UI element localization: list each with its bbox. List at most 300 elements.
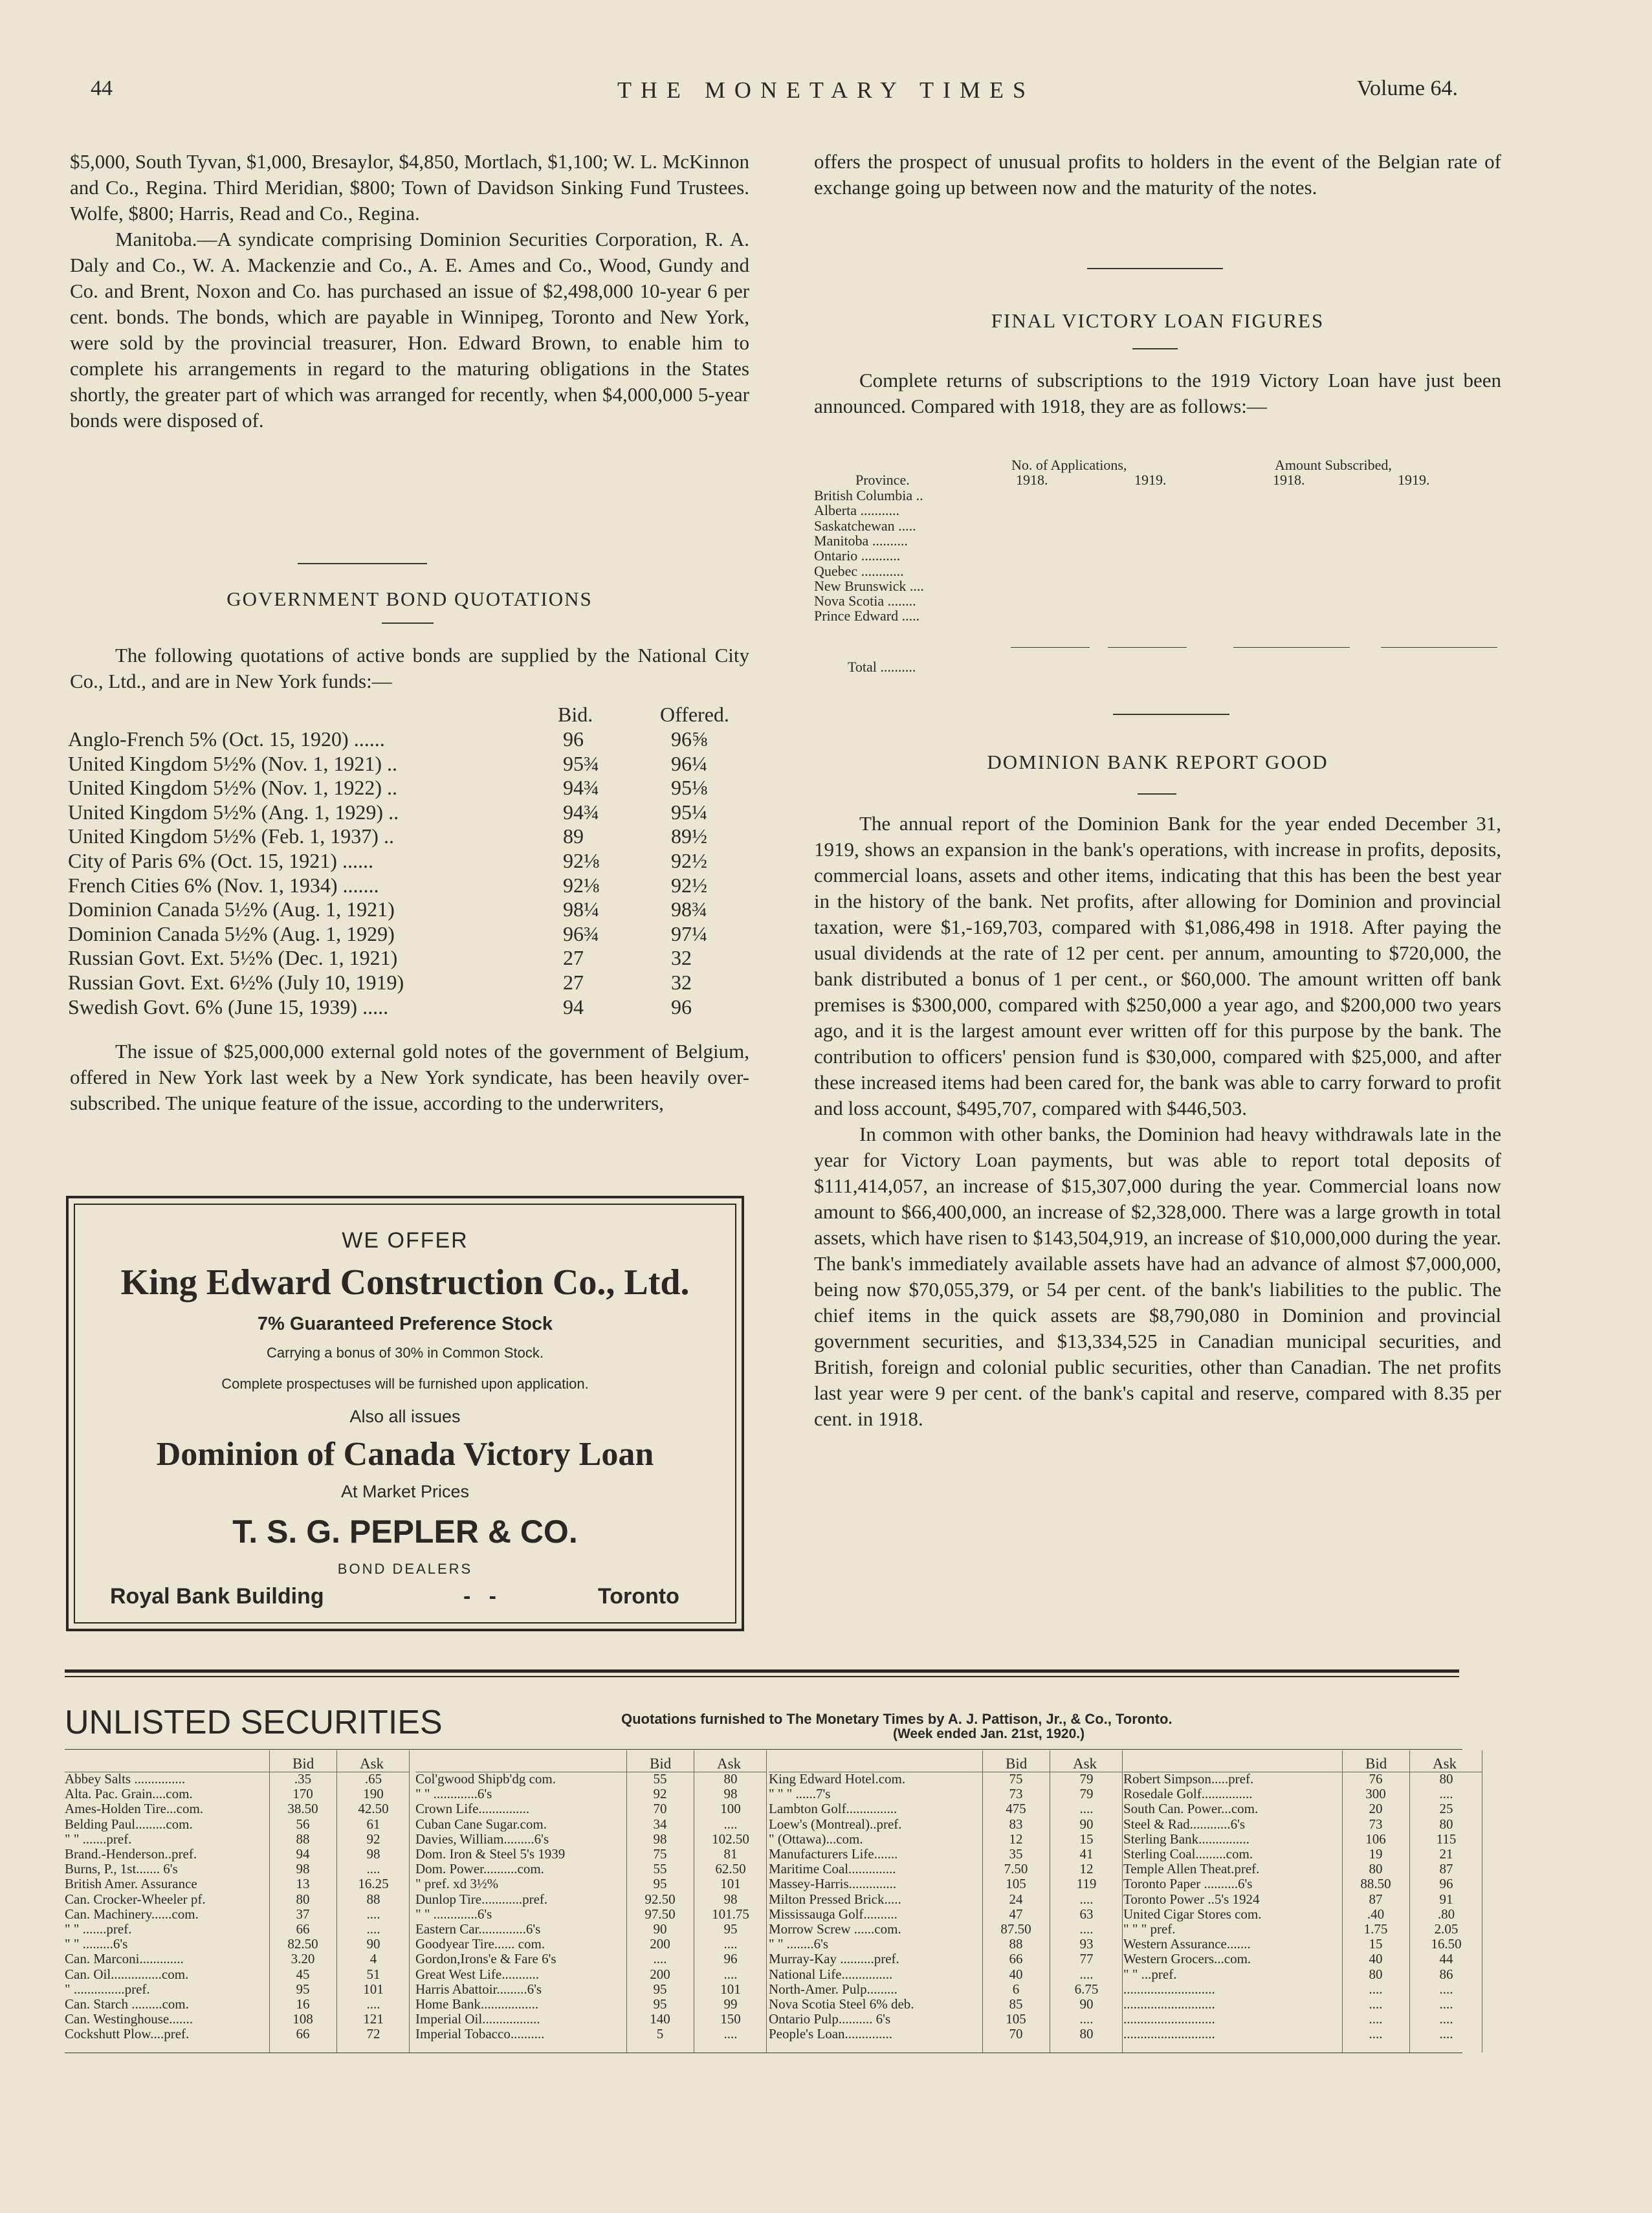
- security-name: Can. Starch .........com.: [65, 1996, 189, 2012]
- security-ask: ....: [1079, 1921, 1094, 1937]
- bond-name: Dominion Canada 5½% (Aug. 1, 1929): [68, 921, 395, 945]
- left-column-text: [70, 149, 749, 434]
- bond-offered: 95¼: [671, 800, 707, 824]
- security-ask: ....: [1439, 1996, 1453, 2012]
- bond-name: French Cities 6% (Nov. 1, 1934) .......: [68, 873, 379, 897]
- security-name: British Amer. Assurance: [65, 1876, 197, 1892]
- security-ask: 96: [1439, 1876, 1453, 1892]
- security-name: " " .............6's: [415, 1786, 492, 1802]
- security-bid: 83: [1009, 1816, 1023, 1832]
- security-name: ...........................: [1123, 1996, 1215, 2012]
- security-name: Loew's (Montreal)..pref.: [769, 1816, 902, 1832]
- security-name: Crown Life...............: [415, 1801, 530, 1817]
- section-heading: FINAL VICTORY LOAN FIGURES: [991, 309, 1325, 332]
- security-ask: ....: [723, 1936, 738, 1952]
- security-bid: 24: [1009, 1891, 1023, 1907]
- ask-column-header: Ask: [360, 1756, 384, 1772]
- column-rule: [409, 1750, 410, 2053]
- security-bid: 6: [1012, 1981, 1020, 1997]
- security-bid: 92: [653, 1786, 667, 1802]
- security-bid: 75: [653, 1846, 667, 1862]
- security-ask: 101: [720, 1981, 741, 1997]
- security-name: United Cigar Stores com.: [1123, 1906, 1262, 1922]
- ad-loan: Dominion of Canada Victory Loan: [156, 1436, 654, 1473]
- security-ask: 121: [363, 2011, 384, 2027]
- security-bid: 35: [1009, 1846, 1023, 1862]
- bond-bid: 92⅛: [563, 849, 599, 872]
- security-ask: 2.05: [1434, 1921, 1459, 1937]
- bond-name: United Kingdom 5½% (Nov. 1, 1921) ..: [68, 751, 397, 775]
- column-rule: [766, 1750, 767, 2053]
- section-rule: [65, 1669, 1459, 1673]
- security-name: " " " ......7's: [769, 1786, 831, 1802]
- province-name: Saskatchewan .....: [814, 517, 916, 534]
- divider: [1087, 268, 1223, 269]
- security-name: Alta. Pac. Grain....com.: [65, 1786, 193, 1802]
- security-ask: 12: [1079, 1861, 1094, 1877]
- security-ask: 16.50: [1431, 1936, 1462, 1952]
- security-bid: ....: [1369, 1981, 1383, 1997]
- ad-dash: - -: [463, 1584, 496, 1609]
- security-bid: 19: [1369, 1846, 1383, 1862]
- bid-column-header: Bid: [1365, 1756, 1387, 1772]
- security-bid: 80: [296, 1891, 310, 1907]
- section-heading: GOVERNMENT BOND QUOTATIONS: [226, 588, 593, 610]
- security-ask: 190: [363, 1786, 384, 1802]
- security-name: Belding Paul.........com.: [65, 1816, 193, 1832]
- security-bid: 87.50: [1000, 1921, 1031, 1937]
- bond-offered: 96¼: [671, 751, 707, 775]
- bond-offered: 98¾: [671, 897, 707, 921]
- unlisted-source: Quotations furnished to The Monetary Times by A. J. Pattison, Jr., & Co., Toronto.: [621, 1711, 1173, 1727]
- security-ask: 115: [1436, 1831, 1457, 1847]
- security-ask: 79: [1079, 1771, 1094, 1787]
- security-name: Cuban Cane Sugar.com.: [415, 1816, 547, 1832]
- year-header: 1919.: [1134, 472, 1167, 488]
- security-name: " " .........6's: [65, 1936, 128, 1952]
- ad-stock: 7% Guaranteed Preference Stock: [257, 1314, 553, 1334]
- security-bid: .40: [1367, 1906, 1385, 1922]
- security-bid: 90: [653, 1921, 667, 1937]
- security-bid: 87: [1369, 1891, 1383, 1907]
- security-name: Can. Westinghouse.......: [65, 2011, 193, 2027]
- year-header: 1918.: [1273, 472, 1305, 488]
- security-bid: 200: [650, 1966, 670, 1982]
- security-bid: 34: [653, 1816, 667, 1832]
- bond-name: United Kingdom 5½% (Feb. 1, 1937) ..: [68, 824, 394, 848]
- section-heading: DOMINION BANK REPORT GOOD: [987, 751, 1328, 773]
- security-name: Can. Crocker-Wheeler pf.: [65, 1891, 206, 1907]
- security-bid: 97.50: [644, 1906, 676, 1922]
- ask-column-header: Ask: [717, 1756, 742, 1772]
- security-bid: 45: [296, 1966, 310, 1982]
- security-name: " " .......pref.: [65, 1921, 132, 1937]
- column-rule: [1342, 1750, 1343, 2053]
- security-ask: 90: [1079, 1996, 1094, 2012]
- security-name: Temple Allen Theat.pref.: [1123, 1861, 1260, 1877]
- security-bid: 475: [1006, 1801, 1026, 1817]
- security-bid: 95: [653, 1876, 667, 1892]
- security-ask: 81: [723, 1846, 738, 1862]
- province-name: New Brunswick ....: [814, 577, 924, 594]
- security-name: Lambton Golf...............: [769, 1801, 898, 1817]
- security-name: Dom. Power..........com.: [415, 1861, 544, 1877]
- province-header: Province.: [855, 472, 910, 488]
- ad-dealer: T. S. G. PEPLER & CO.: [232, 1514, 578, 1550]
- security-name: ...........................: [1123, 2011, 1215, 2027]
- security-ask: 119: [1076, 1876, 1097, 1892]
- province-name: Quebec ............: [814, 562, 904, 579]
- paragraph: The following quotations of active bonds are supplied by the National City Co., Ltd., and are in New York funds:—: [70, 644, 749, 692]
- ad-building: Royal Bank Building: [110, 1584, 324, 1609]
- security-bid: 76: [1369, 1771, 1383, 1787]
- province-name: Nova Scotia ........: [814, 593, 916, 610]
- security-name: Davies, William.........6's: [415, 1831, 549, 1847]
- security-bid: 70: [653, 1801, 667, 1817]
- security-bid: .35: [294, 1771, 312, 1787]
- security-name: Abbey Salts ...............: [65, 1771, 186, 1787]
- table-rule: [65, 1749, 1462, 1750]
- divider: [1138, 793, 1176, 795]
- security-bid: 3.20: [291, 1951, 315, 1967]
- security-name: Western Assurance.......: [1123, 1936, 1251, 1952]
- column-rule: [269, 1750, 270, 2053]
- column-rule: [1409, 1750, 1410, 2053]
- paragraph: offers the prospect of unusual profits to holders in the event of the Belgian rate of exchange going up between now and the maturity of the notes.: [814, 150, 1501, 199]
- bond-bid: 27: [563, 971, 584, 994]
- bond-bid: 96¾: [563, 921, 599, 945]
- security-bid: 98: [296, 1861, 310, 1877]
- security-name: Robert Simpson.....pref.: [1123, 1771, 1254, 1787]
- security-ask: ....: [723, 1816, 738, 1832]
- security-ask: 95: [723, 1921, 738, 1937]
- security-ask: 72: [366, 2026, 380, 2042]
- bond-offered: 95⅛: [671, 776, 707, 800]
- year-header: 1919.: [1398, 472, 1430, 488]
- security-ask: 80: [1079, 2026, 1094, 2042]
- paragraph: The issue of $25,000,000 external gold notes of the government of Belgium, offered in New York last week by a New York syndicate, has been heavily over-subscribed. The unique feature of the issue, according to the underwriters,: [70, 1040, 749, 1114]
- security-ask: ....: [366, 1906, 380, 1922]
- security-name: Dunlop Tire............pref.: [415, 1891, 548, 1907]
- security-bid: 55: [653, 1771, 667, 1787]
- bid-header: Bid.: [558, 703, 593, 726]
- security-ask: 21: [1439, 1846, 1453, 1862]
- security-ask: 150: [720, 2011, 741, 2027]
- security-bid: 7.50: [1004, 1861, 1028, 1877]
- paragraph: $5,000, South Tyvan, $1,000, Bresaylor, $4,850, Mortlach, $1,100; W. L. McKinnon and Co., Regina. Third Meridian, $800; Town of Davidson Sinking Fund Trustees. Wolfe, $800; Harris, Read and Co., Regina.: [70, 150, 749, 225]
- bond-name: United Kingdom 5½% (Ang. 1, 1929) ..: [68, 800, 399, 824]
- security-bid: 73: [1009, 1786, 1023, 1802]
- journal-title: THE MONETARY TIMES: [617, 77, 1035, 103]
- security-ask: 90: [366, 1936, 380, 1952]
- bond-bid: 94¾: [563, 776, 599, 800]
- bond-offered: 32: [671, 946, 692, 970]
- security-name: " " ...pref.: [1123, 1966, 1177, 1982]
- bond-name: Anglo-French 5% (Oct. 15, 1920) ......: [68, 727, 385, 751]
- security-ask: 101: [720, 1876, 741, 1892]
- security-ask: .80: [1437, 1906, 1455, 1922]
- bid-column-header: Bid: [650, 1756, 672, 1772]
- security-ask: 41: [1079, 1846, 1094, 1862]
- total-rule: [1108, 647, 1187, 648]
- security-bid: 95: [653, 1981, 667, 1997]
- security-bid: 88: [296, 1831, 310, 1847]
- ad-prices: At Market Prices: [340, 1482, 470, 1501]
- security-bid: 170: [292, 1786, 313, 1802]
- unlisted-week: (Week ended Jan. 21st, 1920.): [893, 1726, 1085, 1741]
- security-bid: 38.50: [287, 1801, 318, 1817]
- divider: [1113, 714, 1229, 715]
- security-name: Can. Oil...............com.: [65, 1966, 189, 1982]
- total-label: Total ..........: [848, 659, 916, 675]
- security-ask: 80: [1439, 1771, 1453, 1787]
- security-bid: 40: [1369, 1951, 1383, 1967]
- security-name: Great West Life...........: [415, 1966, 539, 1982]
- security-ask: 42.50: [358, 1801, 389, 1817]
- manitoba-paragraph: Manitoba.—A syndicate comprising Dominion Securities Corporation, R. A. Daly and Co., W. A. Mackenzie and Co., A. E. Ames and Co., Wood, Gundy and Co. and Brent, Noxon and Co. has purchased an issue of $2,498,000 10-year 6 per cent. bonds. The bonds, which are payable in Winnipeg, Toronto and New York, were sold by the provincial treasurer, Hon. Edward Brown, to enable him to complete his arrangements in regard to the maturing obligations in the States shortly, the greater part of which was arranged for recently, when $4,000,000 5-year bonds were disposed of.: [70, 228, 749, 432]
- ask-column-header: Ask: [1433, 1756, 1457, 1772]
- security-name: Burns, P., 1st....... 6's: [65, 1861, 178, 1877]
- security-bid: 85: [1009, 1996, 1023, 2012]
- security-bid: 94: [296, 1846, 310, 1862]
- bond-bid: 95¾: [563, 751, 599, 775]
- security-name: Eastern Car..............6's: [415, 1921, 541, 1937]
- security-ask: 93: [1079, 1936, 1094, 1952]
- security-bid: 56: [296, 1816, 310, 1832]
- bond-offered: 92½: [671, 873, 707, 897]
- security-bid: 66: [296, 2026, 310, 2042]
- province-name: British Columbia ..: [814, 487, 923, 503]
- security-bid: 82.50: [287, 1936, 318, 1952]
- security-name: Goodyear Tire...... com.: [415, 1936, 545, 1952]
- security-name: Western Grocers...com.: [1123, 1951, 1251, 1967]
- year-header: 1918.: [1016, 472, 1048, 488]
- divider: [1132, 348, 1178, 349]
- security-name: Imperial Oil.................: [415, 2011, 540, 2027]
- security-bid: 15: [1369, 1936, 1383, 1952]
- security-bid: ....: [1369, 2026, 1383, 2042]
- amount-header: Amount Subscribed,: [1275, 457, 1392, 473]
- security-ask: 62.50: [715, 1861, 746, 1877]
- bond-bid: 94: [563, 995, 584, 1018]
- security-ask: 15: [1079, 1831, 1094, 1847]
- security-name: Toronto Power ..5's 1924: [1123, 1891, 1260, 1907]
- security-ask: 25: [1439, 1801, 1453, 1817]
- security-ask: ....: [1439, 2026, 1453, 2042]
- security-name: National Life...............: [769, 1966, 893, 1982]
- bond-offered: 97¼: [671, 921, 707, 945]
- paragraph: In common with other banks, the Dominion had heavy withdrawals late in the year for Victory Loan payments, but was able to report total deposits of $111,414,057, an increase of $15,307,000 during the year. Commercial loans now amount to $66,400,000, an increase of $2,328,000. There was a large growth in total assets, which have risen to $143,504,919, an increase of $10,000,000 during the year. The bank's immediately available assets have had an advance of almost $7,000,000, being now $70,055,379, or 54 per cent. of the bank's liabilities to the public. The chief items in the quick assets are $8,790,080 in Dominion and provincial government securities, and $13,334,525 in Canadian municipal securities, and British, foreign and colonial public securities, other than Canadian. The net profits last year were 9 per cent. of the bank's capital and reserve, compared with 8.35 per cent. in 1918.: [814, 1123, 1501, 1430]
- security-bid: 80: [1369, 1966, 1383, 1982]
- security-name: Harris Abattoir.........6's: [415, 1981, 542, 1997]
- security-bid: 95: [653, 1996, 667, 2012]
- security-name: " " .......pref.: [65, 1831, 132, 1847]
- security-name: Steel & Rad............6's: [1123, 1816, 1246, 1832]
- security-ask: ....: [366, 1861, 380, 1877]
- victory-intro: [814, 368, 1501, 419]
- security-ask: 90: [1079, 1816, 1094, 1832]
- security-bid: ....: [1369, 2011, 1383, 2027]
- gov-intro: [70, 643, 749, 694]
- total-rule: [1011, 647, 1090, 648]
- security-name: Manufacturers Life.......: [769, 1846, 898, 1862]
- security-bid: 88.50: [1360, 1876, 1391, 1892]
- security-ask: 101: [363, 1981, 384, 1997]
- security-bid: 75: [1009, 1771, 1023, 1787]
- total-rule: [1381, 647, 1497, 648]
- bond-offered: 92½: [671, 849, 707, 872]
- bond-name: Swedish Govt. 6% (June 15, 1939) .....: [68, 995, 389, 1018]
- security-name: Col'gwood Shipb'dg com.: [415, 1771, 556, 1787]
- security-name: Home Bank.................: [415, 1996, 539, 2012]
- security-name: People's Loan..............: [769, 2026, 893, 2042]
- offered-header: Offered.: [660, 703, 729, 726]
- security-name: Murray-Kay ..........pref.: [769, 1951, 899, 1967]
- bond-offered: 96: [671, 995, 692, 1018]
- bond-offered: 32: [671, 971, 692, 994]
- ad-we-offer: WE OFFER: [342, 1228, 468, 1253]
- security-ask: 96: [723, 1951, 738, 1967]
- security-name: " ...............pref.: [65, 1981, 150, 1997]
- security-bid: 16: [296, 1996, 310, 2012]
- security-ask: ....: [723, 2026, 738, 2042]
- bond-bid: 98¼: [563, 897, 599, 921]
- column-rule: [626, 1750, 627, 2053]
- security-bid: 106: [1365, 1831, 1386, 1847]
- ad-city: Toronto: [598, 1584, 679, 1609]
- security-name: Ames-Holden Tire...com.: [65, 1801, 204, 1817]
- unlisted-title: UNLISTED SECURITIES: [65, 1704, 443, 1741]
- security-name: ...........................: [1123, 2026, 1215, 2042]
- security-ask: 87: [1439, 1861, 1453, 1877]
- security-name: Can. Machinery......com.: [65, 1906, 199, 1922]
- security-bid: 73: [1369, 1816, 1383, 1832]
- apps-header: No. of Applications,: [1011, 457, 1127, 473]
- security-ask: .65: [364, 1771, 382, 1787]
- security-ask: 101.75: [712, 1906, 749, 1922]
- volume-label: Volume 64.: [1356, 76, 1458, 100]
- ad-also: Also all issues: [349, 1407, 461, 1426]
- security-name: North-Amer. Pulp.........: [769, 1981, 898, 1997]
- security-ask: 63: [1079, 1906, 1094, 1922]
- bond-name: United Kingdom 5½% (Nov. 1, 1922) ..: [68, 776, 397, 800]
- security-bid: 40: [1009, 1966, 1023, 1982]
- divider: [298, 563, 427, 564]
- security-ask: 86: [1439, 1966, 1453, 1982]
- security-ask: ....: [1439, 1786, 1453, 1802]
- total-rule: [1233, 647, 1350, 648]
- bond-bid: 92⅛: [563, 873, 599, 897]
- bond-bid: 89: [563, 824, 584, 848]
- page-number: 44: [91, 76, 113, 100]
- right-column-top: [814, 149, 1501, 201]
- security-bid: 105: [1006, 1876, 1026, 1892]
- security-name: South Can. Power...com.: [1123, 1801, 1259, 1817]
- security-name: Milton Pressed Brick.....: [769, 1891, 901, 1907]
- security-bid: 66: [296, 1921, 310, 1937]
- security-name: Sterling Coal.........com.: [1123, 1846, 1253, 1862]
- security-ask: 100: [720, 1801, 741, 1817]
- bid-column-header: Bid: [1006, 1756, 1028, 1772]
- bond-bid: 94¾: [563, 800, 599, 824]
- security-name: Imperial Tobacco..........: [415, 2026, 545, 2042]
- ad-dealer-type: BOND DEALERS: [337, 1561, 473, 1577]
- security-ask: 77: [1079, 1951, 1094, 1967]
- bond-offered: 96⅝: [671, 727, 707, 751]
- security-ask: 92: [366, 1831, 380, 1847]
- security-bid: 98: [653, 1831, 667, 1847]
- security-ask: ....: [366, 1921, 380, 1937]
- security-name: Sterling Bank...............: [1123, 1831, 1250, 1847]
- security-name: Ontario Pulp.......... 6's: [769, 2011, 891, 2027]
- security-name: Mississauga Golf..........: [769, 1906, 898, 1922]
- security-ask: ....: [1439, 1981, 1453, 1997]
- security-bid: 108: [292, 2011, 313, 2027]
- bond-name: Russian Govt. Ext. 6½% (July 10, 1919): [68, 971, 404, 994]
- security-bid: 80: [1369, 1861, 1383, 1877]
- security-name: Maritime Coal..............: [769, 1861, 896, 1877]
- bond-offered: 89½: [671, 824, 707, 848]
- security-bid: ....: [1369, 1996, 1383, 2012]
- security-ask: 51: [366, 1966, 380, 1982]
- security-name: " (Ottawa)...com.: [769, 1831, 863, 1847]
- security-name: Dom. Iron & Steel 5's 1939: [415, 1846, 566, 1862]
- security-ask: 80: [1439, 1816, 1453, 1832]
- security-ask: 61: [366, 1816, 380, 1832]
- security-ask: 44: [1439, 1951, 1453, 1967]
- security-bid: 37: [296, 1906, 310, 1922]
- security-ask: 98: [366, 1846, 380, 1862]
- security-ask: 79: [1079, 1786, 1094, 1802]
- security-name: " " .............6's: [415, 1906, 492, 1922]
- bond-name: Dominion Canada 5½% (Aug. 1, 1921): [68, 897, 395, 921]
- security-ask: 98: [723, 1786, 738, 1802]
- security-ask: 80: [723, 1771, 738, 1787]
- bid-column-header: Bid: [292, 1756, 314, 1772]
- security-ask: 6.75: [1074, 1981, 1099, 1997]
- security-name: " " " pref.: [1123, 1921, 1176, 1937]
- security-bid: 140: [650, 2011, 670, 2027]
- bond-bid: 96: [563, 727, 584, 751]
- security-ask: 102.50: [712, 1831, 749, 1847]
- security-bid: 5: [656, 2026, 664, 2042]
- security-ask: ....: [1439, 2011, 1453, 2027]
- ask-column-header: Ask: [1073, 1756, 1097, 1772]
- province-name: Manitoba ..........: [814, 532, 908, 549]
- ad-bonus: Carrying a bonus of 30% in Common Stock.: [267, 1345, 544, 1361]
- security-ask: ....: [1079, 2011, 1094, 2027]
- security-ask: ....: [1079, 1801, 1094, 1817]
- ad-company: King Edward Construction Co., Ltd.: [120, 1262, 690, 1303]
- column-rule: [982, 1750, 983, 2053]
- security-ask: 88: [366, 1891, 380, 1907]
- section-rule: [65, 1676, 1459, 1677]
- security-name: ...........................: [1123, 1981, 1215, 1997]
- security-bid: 300: [1365, 1786, 1386, 1802]
- divider: [382, 622, 434, 624]
- security-ask: 4: [369, 1951, 377, 1967]
- province-name: Alberta ...........: [814, 502, 899, 519]
- bond-name: City of Paris 6% (Oct. 15, 1921) ......: [68, 849, 373, 872]
- security-name: Morrow Screw ......com.: [769, 1921, 901, 1937]
- dominion-bank-text: [814, 811, 1501, 1432]
- security-ask: ....: [366, 1996, 380, 2012]
- province-name: Ontario ...........: [814, 547, 901, 564]
- security-bid: ....: [653, 1951, 667, 1967]
- security-ask: ....: [723, 1966, 738, 1982]
- ad-prospectus: Complete prospectuses will be furnished upon application.: [221, 1376, 589, 1392]
- security-bid: 13: [296, 1876, 310, 1892]
